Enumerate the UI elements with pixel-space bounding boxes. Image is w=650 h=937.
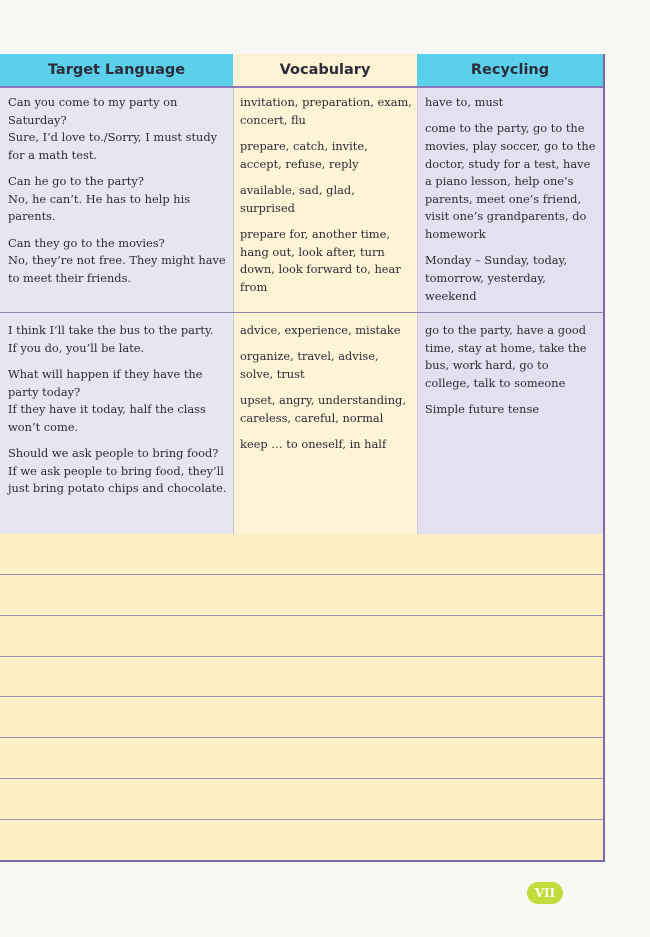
text-block: available, sad, glad, surprised — [240, 182, 355, 215]
notes-area — [0, 534, 603, 860]
text-block: prepare, catch, invite, accept, refuse, reply — [240, 138, 368, 171]
note-line — [0, 778, 603, 779]
row-2-target-language — [8, 322, 228, 507]
text-block: What will happen if they have the party today? If they have it today, half the class won’t come. — [8, 366, 206, 434]
text-block: I think I’ll take the bus to the party. If you do, you’ll be late. — [8, 323, 214, 355]
text-block: go to the party, have a good time, stay at home, take the bus, work hard, go to college, talk to someone — [425, 323, 587, 390]
note-line — [0, 696, 603, 697]
header-vocabulary: Vocabulary — [233, 54, 417, 86]
text-block: advice, experience, mistake — [240, 323, 401, 337]
text-block: organize, travel, advise, solve, trust — [240, 349, 379, 381]
text-block: Can they go to the movies? No, they’re not free. They might have to meet their friends. — [8, 235, 226, 285]
note-line — [0, 615, 603, 616]
page-number-badge: VII — [527, 882, 563, 904]
note-line — [0, 819, 603, 820]
row-2-recycling — [425, 322, 597, 428]
text-block: Monday – Sunday, today, tomorrow, yesterday, weekend — [425, 253, 568, 303]
row-1-vocabulary — [240, 94, 412, 305]
note-line — [0, 737, 603, 738]
header-divider — [0, 86, 603, 88]
header-recycling: Recycling — [417, 54, 603, 86]
note-line — [0, 656, 603, 657]
text-block: keep … to oneself, in half — [240, 437, 387, 452]
text-block: upset, angry, understanding, careless, careful, normal — [240, 393, 406, 425]
text-block: come to the party, go to the movies, play soccer, go to the doctor, study for a test, have a piano lesson, help one’s parents, meet one’s friend, visit one’s grandparents, do homework — [425, 121, 596, 241]
text-block: have to, must — [425, 95, 504, 109]
row-2-vocabulary — [240, 322, 412, 463]
column-divider — [417, 88, 418, 534]
text-block: Simple future tense — [425, 402, 540, 417]
text-block: Should we ask people to bring food? If we ask people to bring food, they’ll just bring potato chips and chocolate. — [8, 446, 227, 496]
syllabus-table — [0, 54, 605, 862]
text-block: Can he go to the party? No, he can’t. He has to help his parents. — [8, 174, 191, 224]
note-line — [0, 574, 603, 575]
row-1-recycling — [425, 94, 597, 314]
column-divider — [233, 88, 234, 534]
header-target-language: Target Language — [0, 54, 233, 86]
text-block: invitation, preparation, exam, concert, flu — [240, 95, 412, 127]
text-block: Can you come to my party on Saturday? Sure, I’d love to./Sorry, I must study for a math test. — [8, 95, 218, 162]
text-block: prepare for, another time, hang out, look after, turn down, look forward to, hear from — [240, 226, 401, 294]
row-1-target-language — [8, 94, 228, 296]
